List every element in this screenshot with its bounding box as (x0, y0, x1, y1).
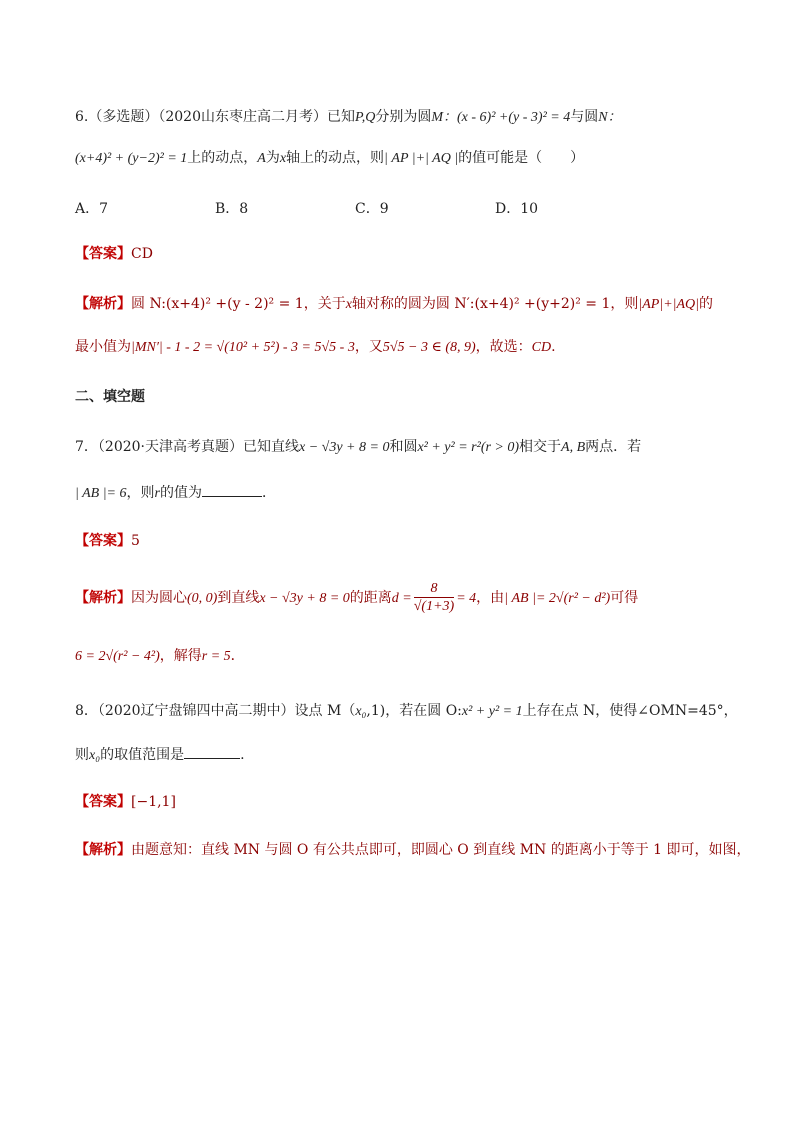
q6-option-d: D．10 (495, 201, 539, 217)
q8-answer-blank (184, 744, 240, 759)
q8-answer: 【答案】[−1,1] (75, 794, 176, 810)
q7-analysis-line1: 【解析】因为圆心(0, 0)到直线x − √3y + 8 = 0的距离d = $\frac{8}{√(1+3)}$ = 4，由| AB |= 2√(r² − d²)可得 (75, 580, 639, 614)
q8-stem-line1: 8．（2020辽宁盘锦四中高二期中）设点 M（x₀,1)，若在圆 O:x² + y² = 1上存在点 N，使得∠OMN=45°， (75, 703, 738, 719)
q7-answer: 【答案】5 (75, 533, 140, 549)
q6-option-a: A．7 (75, 201, 109, 217)
q7-stem-line2: | AB |= 6，则r的值为 ． (75, 482, 276, 504)
q8-stem-line2: 则x₀的取值范围是 . (75, 744, 245, 766)
q6-option-c: C．9 (355, 201, 389, 217)
q6-analysis-line2: 最小值为|MN′| - 1 - 2 = √(10² + 5²) - 3 = 5√5 - 3，又5√5 − 3 ∈ (8, 9)，故选：CD. (75, 339, 556, 355)
section-heading: 二、填空题 (75, 389, 145, 405)
q7-stem-line1: 7．（2020·天津高考真题）已知直线x − √3y + 8 = 0和圆x² + y² = r²(r > 0)相交于A, B两点．若 (75, 439, 642, 455)
q6-answer: 【答案】CD (75, 246, 153, 262)
q7-answer-blank (202, 482, 262, 497)
q6-options (75, 199, 635, 219)
q7-analysis-line2: 6 = 2√(r² − 4²)，解得r = 5． (75, 648, 245, 664)
q6-analysis-line1: 【解析】圆 N:(x+4)² +(y - 2)² = 1，关于x轴对称的圆为圆 N′:(x+4)² +(y+2)² = 1，则|AP|+|AQ|的 (75, 296, 713, 312)
q6-stem-line2: (x+4)² + (y−2)² = 1上的动点，A为x轴上的动点，则| AP |+| AQ |的值可能是（ ） (75, 150, 585, 166)
q6-stem-line1: 6.（多选题）（2020山东枣庄高二月考）已知P,Q分别为圆M：(x - 6)² +(y - 3)² = 4与圆N： (75, 109, 622, 125)
q7-fraction: $\frac{8}{√(1+3)}$ (413, 580, 455, 614)
q8-analysis: 【解析】由题意知：直线 MN 与圆 O 有公共点即可，即圆心 O 到直线 MN 的距离小于等于 1 即可，如图， (75, 842, 751, 858)
q6-option-b: B．8 (215, 201, 249, 217)
